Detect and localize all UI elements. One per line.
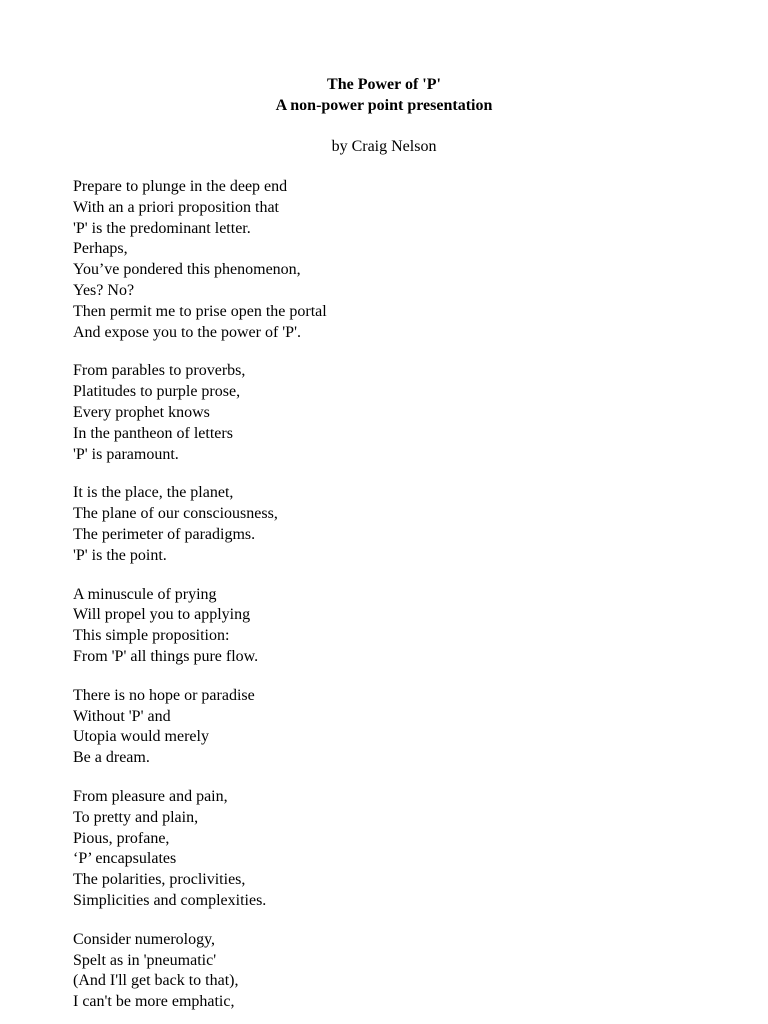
poem-line: Platitudes to purple prose, — [73, 383, 241, 401]
poem-body — [73, 177, 768, 1013]
title-block — [0, 74, 768, 116]
poem-line: (And I'll get back to that), — [73, 972, 239, 990]
poem-stanza — [73, 787, 768, 912]
poem-stanza — [73, 177, 768, 343]
poem-line: Yes? No? — [73, 281, 135, 299]
poem-line: It is the place, the planet, — [73, 484, 234, 502]
poem-line: The perimeter of paradigms. — [73, 525, 256, 543]
poem-line: I can't be more emphatic, — [73, 993, 235, 1011]
poem-line: Utopia would merely — [73, 728, 209, 746]
poem-line: In the pantheon of letters — [73, 424, 233, 442]
poem-line: Spelt as in 'pneumatic' — [73, 951, 217, 969]
poem-line: 'P' is the point. — [73, 546, 167, 564]
document-title: The Power of 'P' — [327, 76, 441, 93]
poem-line: Will propel you to applying — [73, 606, 251, 624]
poem-line: This simple proposition: — [73, 627, 230, 645]
poem-line: 'P' is paramount. — [73, 445, 179, 463]
poem-line: There is no hope or paradise — [73, 686, 255, 704]
poem-line: Perhaps, — [73, 240, 128, 258]
poem-line: From parables to proverbs, — [73, 362, 246, 380]
poem-line: From pleasure and pain, — [73, 787, 228, 805]
poem-line: Consider numerology, — [73, 930, 216, 948]
poem-line: Without 'P' and — [73, 707, 171, 725]
author-byline: by Craig Nelson — [331, 138, 437, 155]
poem-line: Every prophet knows — [73, 403, 210, 421]
poem-stanza — [73, 483, 768, 566]
poem-line: Simplicities and complexities. — [73, 891, 267, 909]
poem-stanza — [73, 930, 768, 1013]
poem-line: Be a dream. — [73, 749, 150, 767]
poem-line: With an a priori proposition that — [73, 198, 279, 216]
poem-line: And expose you to the power of 'P'. — [73, 323, 301, 341]
poem-stanza — [73, 686, 768, 769]
poem-line: ‘P’ encapsulates — [73, 850, 177, 868]
poem-line: Then permit me to prise open the portal — [73, 302, 327, 320]
poem-line: Pious, profane, — [73, 829, 170, 847]
poem-line: A minuscule of prying — [73, 585, 217, 603]
poem-stanza — [73, 585, 768, 668]
poem-stanza — [73, 361, 768, 465]
poem-line: Prepare to plunge in the deep end — [73, 178, 288, 195]
poem-line: 'P' is the predominant letter. — [73, 219, 251, 237]
poem-line: You’ve pondered this phenomenon, — [73, 261, 301, 279]
poem-line: The plane of our consciousness, — [73, 505, 278, 523]
poem-line: From 'P' all things pure flow. — [73, 647, 259, 665]
document-subtitle: A non-power point presentation — [275, 97, 493, 114]
poem-line: The polarities, proclivities, — [73, 871, 246, 889]
poem-line: To pretty and plain, — [73, 808, 199, 826]
